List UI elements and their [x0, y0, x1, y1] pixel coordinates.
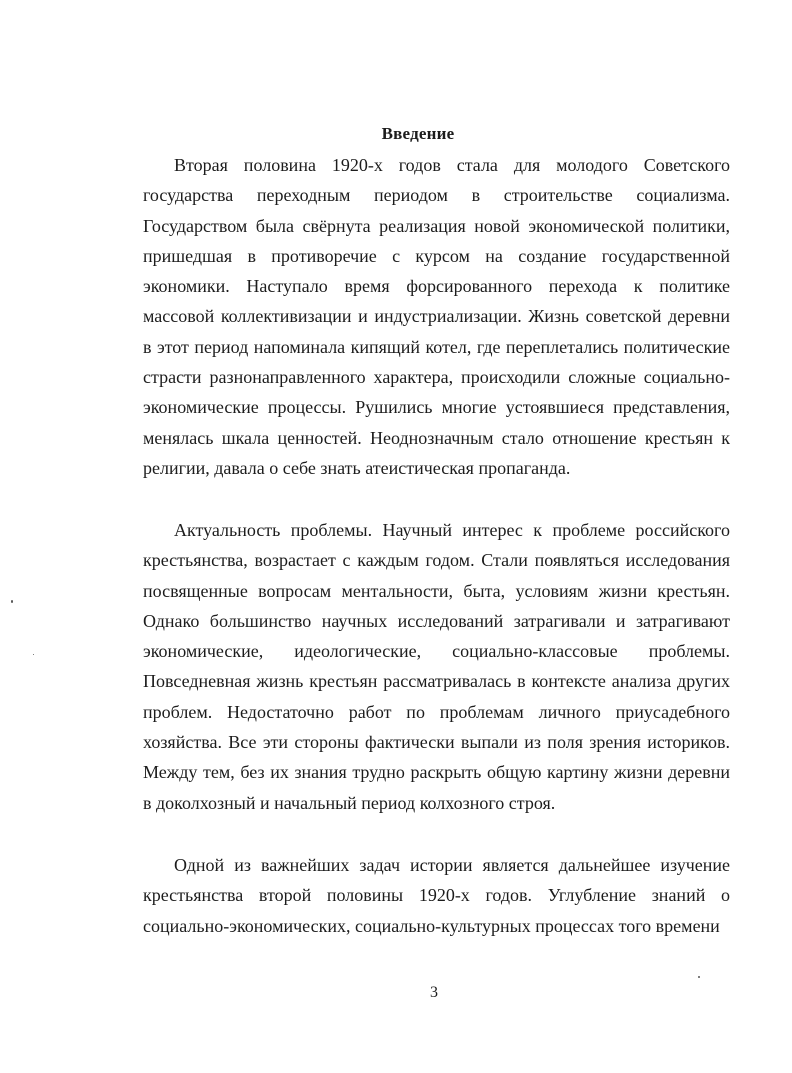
paragraph-relevance: Актуальность проблемы. Научный интерес к проблеме российского крестьянства, возрастает с каждым годом. Стали появляться исследования посвященные вопросам ментальности, быта, условиям жизни крестьян. Однако большинство научных исследований затрагивали и затрагивают экономические, идеологические, социально-классовые проблемы. Повседневная жизнь крестьян рассматривалась в контексте анализа других проблем. Недостаточно работ по проблемам личного приусадебного хозяйства. Все эти стороны фактически выпали из поля зрения историков. Между тем, без их знания трудно раскрыть общую картину жизни деревни в доколхозный и начальный период колхозного строя. — [143, 520, 730, 813]
page-number: 3 — [430, 984, 438, 1001]
section-heading: Введение — [381, 124, 455, 143]
scan-speck — [33, 654, 34, 655]
scan-speck — [11, 600, 13, 603]
paragraph-tasks: Одной из важнейших задач истории является дальнейшее изучение крестьянства второй половины 1920-х годов. Углубление знаний о социально-экономических, социально-культурных процессах того времени — [143, 855, 730, 936]
paragraph-intro: Вторая половина 1920-х годов стала для молодого Советского государства переходным периодом в строительстве социализма. Государством была свёрнута реализация новой экономической политики, пришедшая в противоречие с курсом на создание государственной экономики. Наступало время форсированного перехода к политике массовой коллективизации и индустриализации. Жизнь советской деревни в этот период напоминала кипящий котел, где переплетались политические страсти разнонаправленного характера, происходили сложные социально-экономические процессы. Рушились многие устоявшиеся представления, менялась шкала ценностей. Неоднозначным стало отношение крестьян к религии, давала о себе знать атеистическая пропаганда. — [143, 155, 730, 478]
scan-speck — [698, 976, 700, 978]
